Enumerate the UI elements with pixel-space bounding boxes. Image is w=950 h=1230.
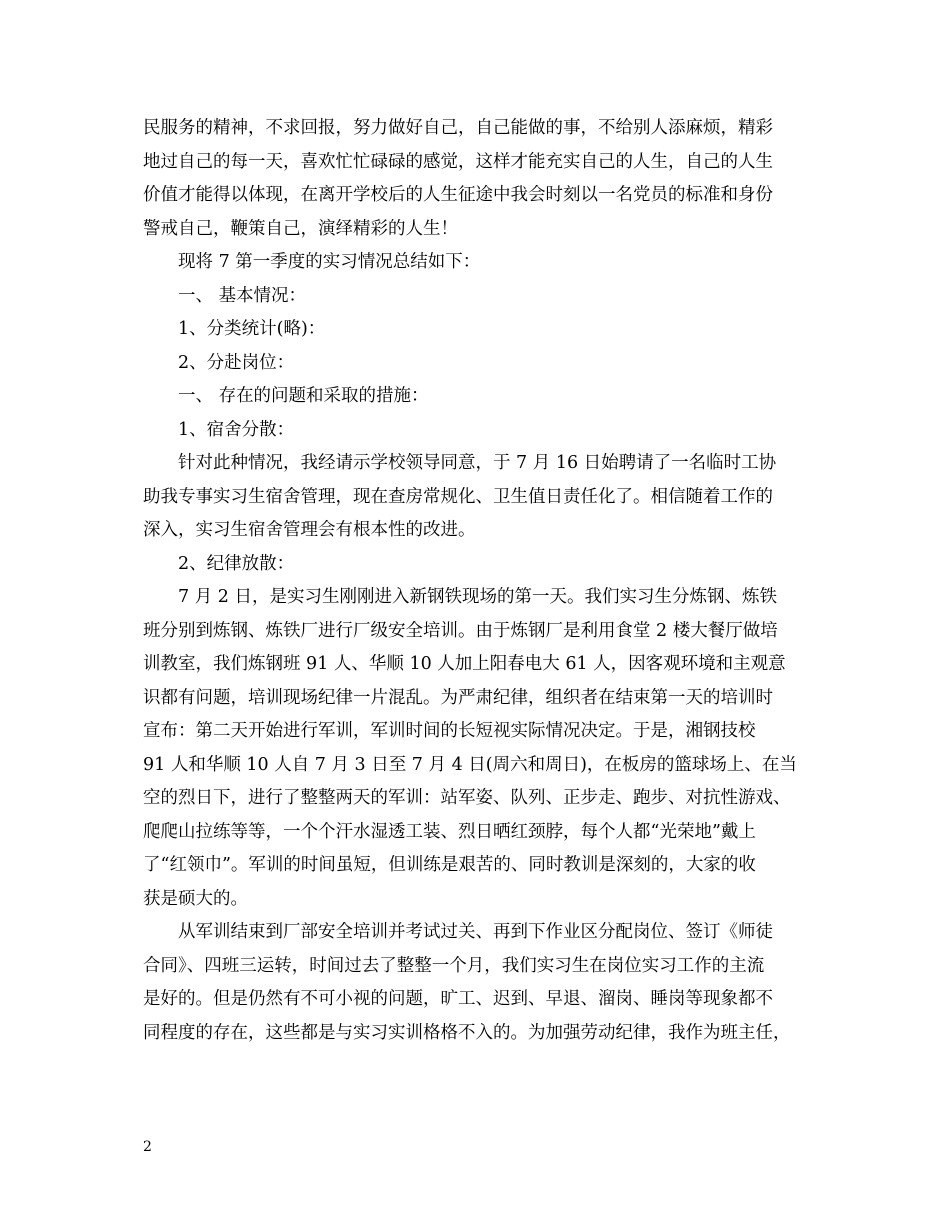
text-line: 空的烈日下，进行了整整两天的军训：站军姿、队列、正步走、跑步、对抗性游戏、	[143, 788, 791, 808]
text-line: 2、纪律放散：	[178, 553, 295, 574]
text-line: 爬爬山拉练等等，一个个汗水湿透工装、烈日晒红颈脖，每个人都“光荣地”戴上	[143, 821, 756, 842]
page-number: 2	[143, 1139, 152, 1155]
text-line: 一、 存在的问题和采取的措施：	[178, 386, 429, 406]
body-text	[143, 112, 823, 1050]
text-line: 1、分类统计(略)：	[178, 319, 326, 339]
text-line: 宣布：第二天开始进行军训，军训时间的长短视实际情况决定。于是，湘钢技校	[143, 721, 756, 741]
text-line: 针对此种情况，我经请示学校领导同意，于 7 月 16 日始聘请了一名临时工协	[178, 453, 777, 473]
text-line: 从军训结束到厂部安全培训并考试过关、再到下作业区分配岗位、签订《师徒	[178, 922, 773, 942]
text-line: 91 人和华顺 10 人自 7 月 3 日至 7 月 4 日(周六和周日)，在板房的篮球场上、在当	[143, 754, 797, 775]
text-line: 训教室，我们炼钢班 91 人、华顺 10 人加上阳春电大 61 人，因客观环境和主观意	[143, 654, 786, 674]
text-line: 助我专事实习生宿舍管理，现在查房常规化、卫生值日责任化了。相信随着工作的	[143, 486, 773, 507]
text-line: 2、分赴岗位：	[178, 352, 295, 373]
text-line: 深入，实习生宿舍管理会有根本性的改进。	[143, 520, 476, 540]
text-line: 7 月 2 日，是实习生刚刚进入新钢铁现场的第一天。我们实习生分炼钢、炼铁	[178, 587, 777, 607]
text-line: 现将 7 第一季度的实习情况总结如下：	[178, 252, 481, 272]
text-line: 班分别到炼钢、炼铁厂进行厂级安全培训。由于炼钢厂是利用食堂 2 楼大餐厅做培	[143, 620, 778, 641]
text-line: 了“红领巾”。军训的时间虽短，但训练是艰苦的、同时教训是深刻的，大家的收	[143, 855, 756, 875]
text-line: 警戒自己，鞭策自己，演绎精彩的人生！	[143, 218, 458, 239]
text-line: 识都有问题，培训现场纪律一片混乱。为严肃纪律，组织者在结束第一天的培训时	[143, 687, 773, 708]
text-line: 一、 基本情况：	[178, 285, 307, 306]
text-line: 1、宿舍分散：	[178, 419, 295, 440]
text-line: 价值才能得以体现，在离开学校后的人生征途中我会时刻以一名党员的标准和身份	[143, 185, 773, 205]
text-line: 地过自己的每一天，喜欢忙忙碌碌的感觉，这样才能充实自己的人生，自己的人生	[143, 151, 773, 172]
text-line: 获是硕大的。	[143, 888, 248, 909]
text-line: 民服务的精神，不求回报，努力做好自己，自己能做的事，不给别人添麻烦，精彩	[143, 118, 773, 138]
text-line: 是好的。但是仍然有不可小视的问题，旷工、迟到、早退、溜岗、睡岗等现象都不	[143, 989, 773, 1009]
text-line: 同程度的存在，这些都是与实习实训格格不入的。为加强劳动纪律，我作为班主任，	[143, 1022, 791, 1043]
text-line: 合同》、四班三运转，时间过去了整整一个月，我们实习生在岗位实习工作的主流	[143, 955, 765, 976]
